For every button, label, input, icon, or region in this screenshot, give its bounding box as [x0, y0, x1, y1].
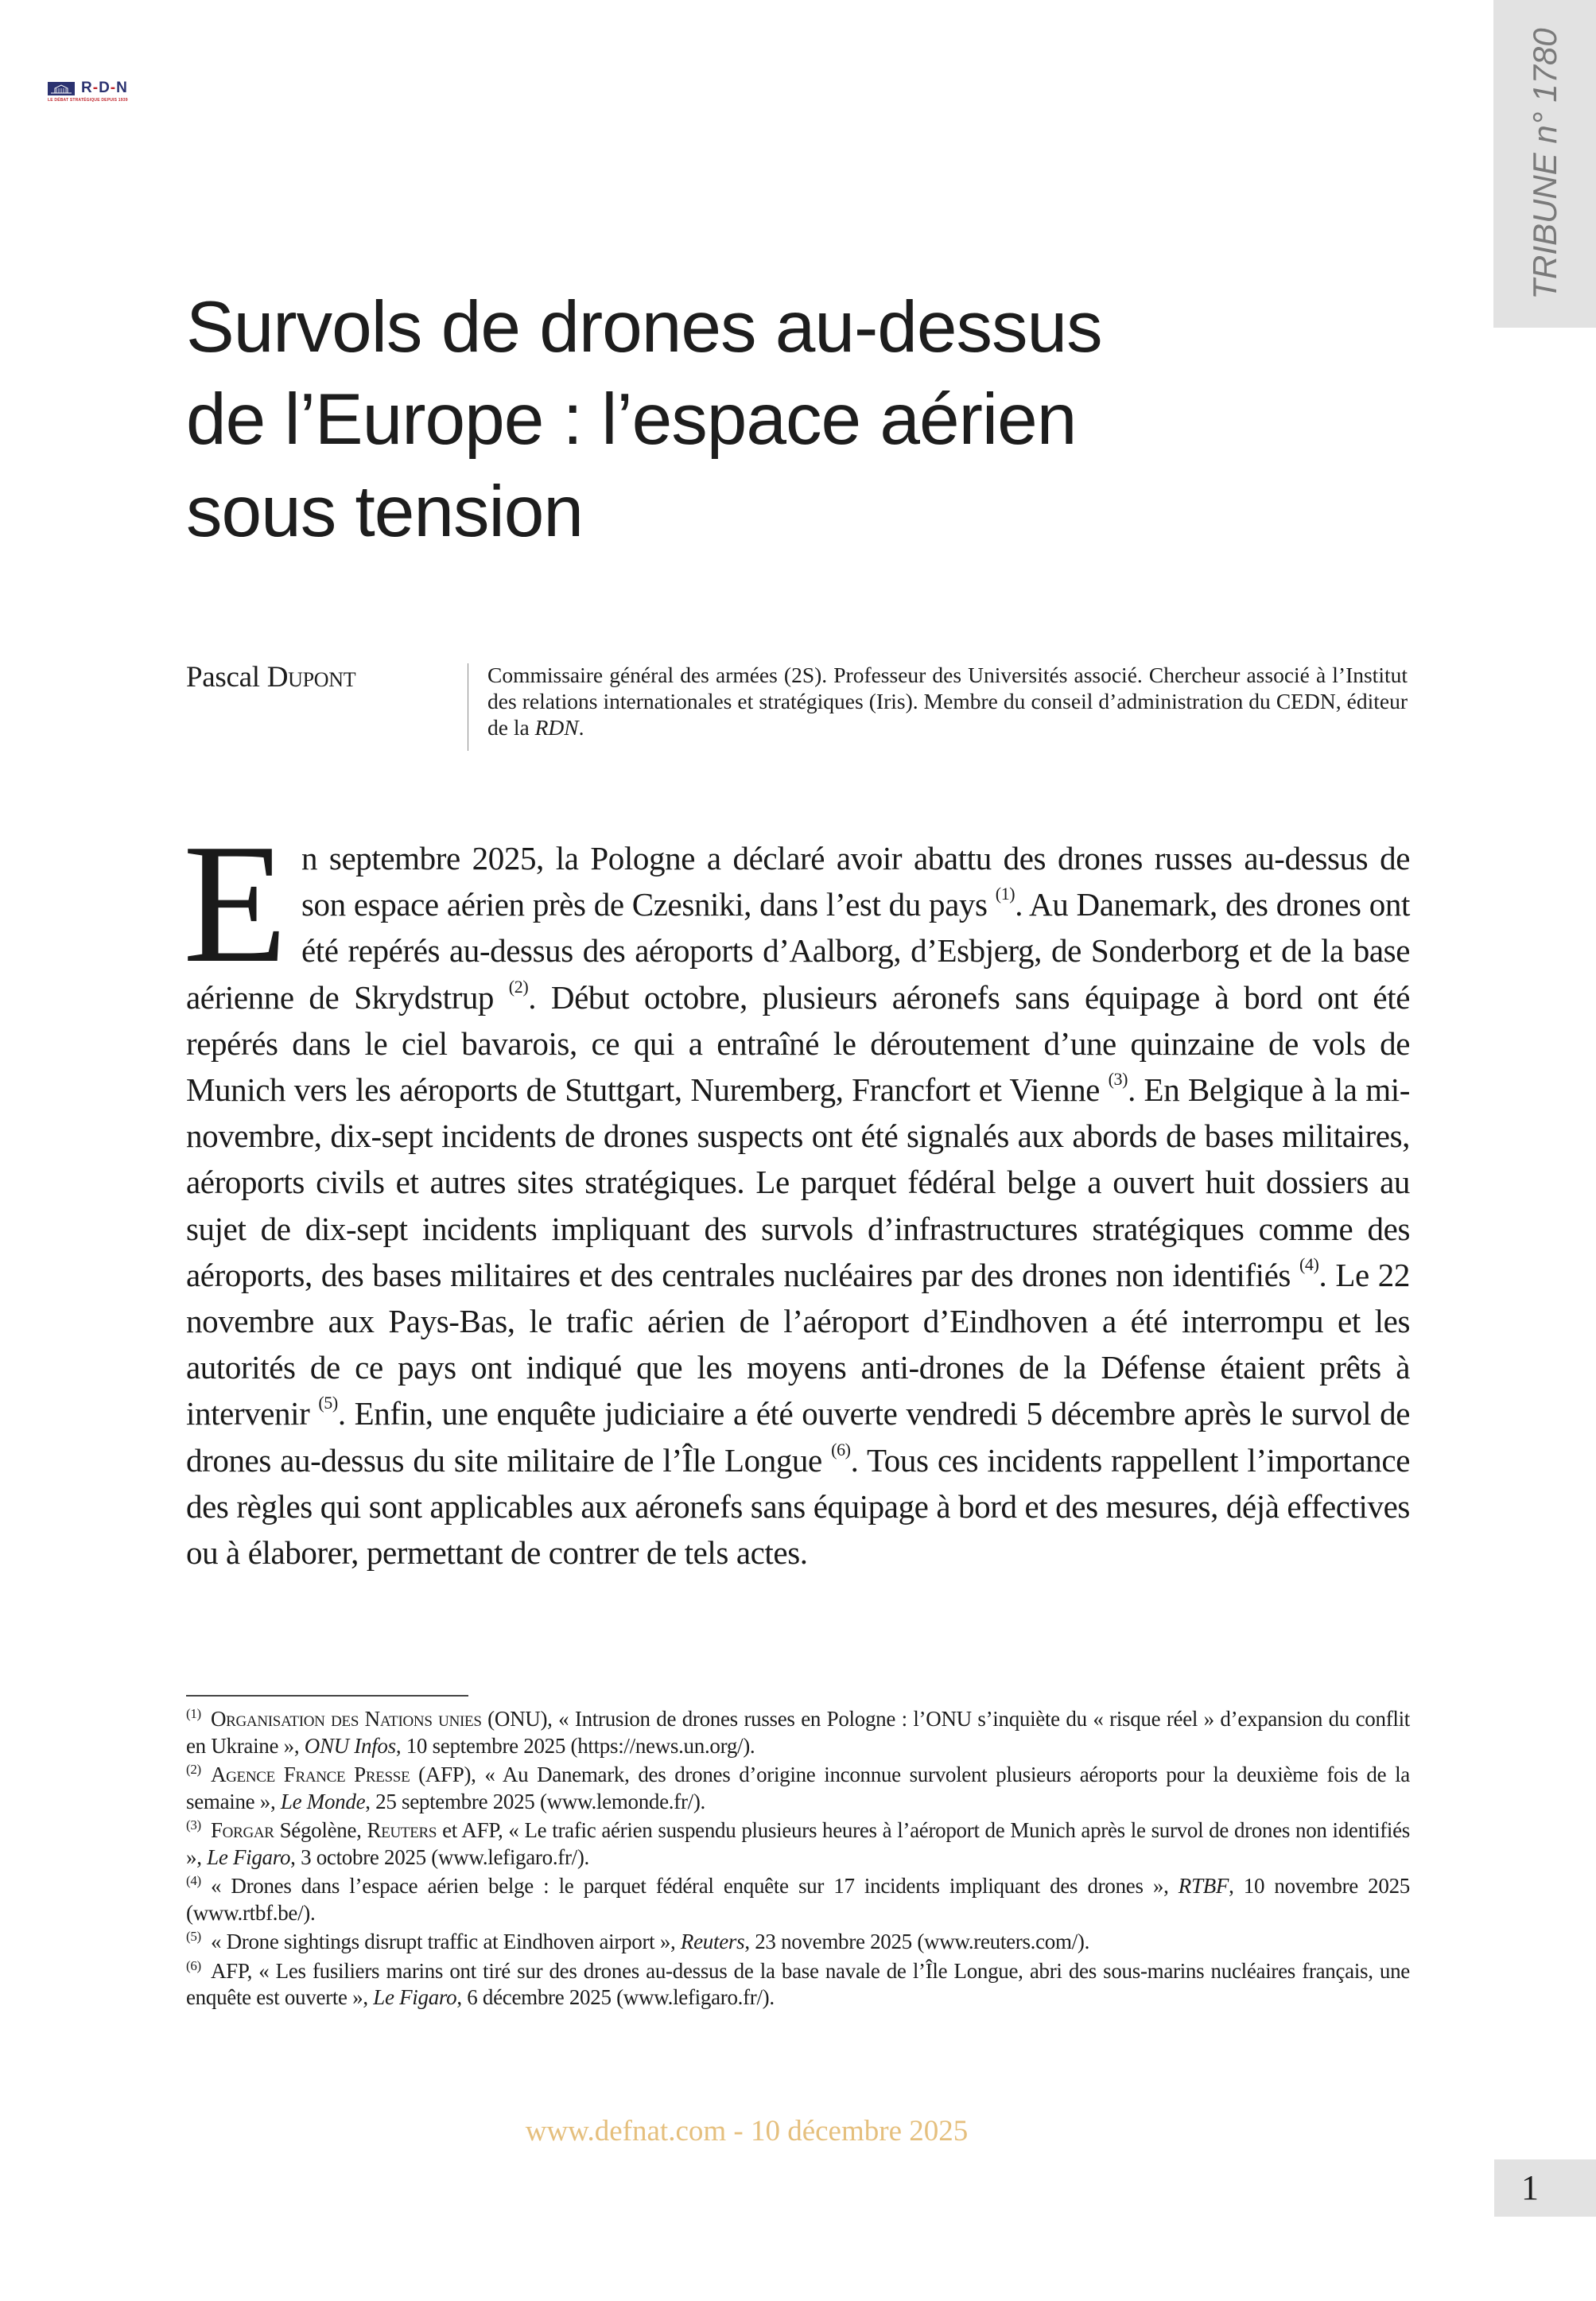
- footnote-text: Organisation des Nations unies: [210, 1707, 482, 1731]
- footnote-number: (3): [186, 1817, 201, 1833]
- paragraph-text: . Début octobre, plusieurs aéronefs sans équipage à bord ont été repérés dans le ciel bavarois, ce qui a entraîné le déroutement d’une quinzaine de vols de Munich vers les aéroports de Stuttgart, Nuremberg, Francfort et Vienne: [186, 978, 1410, 1109]
- source-title: Reuters: [680, 1930, 745, 1953]
- source-title: Le Monde: [280, 1789, 366, 1813]
- drop-cap: E: [183, 808, 287, 998]
- footnote-ref[interactable]: (4): [1299, 1254, 1319, 1274]
- footnote-text: « Drones dans l’espace aérien belge : le parquet fédéral enquête sur 17 incidents impliquant des drones »,: [210, 1874, 1179, 1898]
- footnote-number: (2): [186, 1762, 201, 1777]
- tribune-tab: [1493, 0, 1596, 328]
- footnotes: [186, 1706, 1410, 2014]
- footnote-text: « Drone sightings disrupt traffic at Eindhoven airport »,: [210, 1930, 681, 1953]
- author-bio: Commissaire général des armées (2S). Professeur des Universités associé. Chercheur associé à l’Institut des relations internationales et stratégiques (Iris). Membre du conseil d’administration du CEDN, éditeur de la RDN.: [487, 663, 1408, 740]
- footnote-text: Agence France Presse: [210, 1763, 410, 1786]
- footnote-text: AFP, « Les fusiliers marins ont tiré sur des drones au-dessus de la base navale de l’Île Longue, abri des sous-marins nucléaires français, une enquête est ouverte »,: [186, 1958, 1410, 2009]
- paragraph-text: . En Belgique à la mi-novembre, dix-sept incidents de drones suspects ont été signalés aux abords de bases militaires, aéroports civils et autres sites stratégiques. Le parquet fédéral belge a ouvert huit dossiers au sujet de dix-sept incidents impliquant des survols d’infrastructures stratégiques comme des aéroports, des bases militaires et des centrales nucléaires par des drones non identifiés: [186, 1071, 1410, 1293]
- footnote-ref[interactable]: (3): [1108, 1069, 1128, 1090]
- author-name: Pascal Dupont: [186, 661, 356, 694]
- title-line: de l’Europe : l’espace aérien: [186, 379, 1077, 460]
- footnote-number: (4): [186, 1873, 201, 1888]
- paragraph-text: . Au Danemark, des drones ont été repérés au-dessus des aéroports d’Aalborg, d’Esbjerg, de Sonderborg et de la base aérienne de Skrydstrup: [186, 886, 1410, 1016]
- footnote: [186, 1706, 1410, 1759]
- source-title: Le Figaro: [207, 1844, 291, 1869]
- source-title: ONU Infos: [304, 1733, 396, 1758]
- footnote-text: et AFP, « Le trafic aérien suspendu plusieurs heures à l’aéroport de Munich après le survol de drones non identifiés »,: [186, 1818, 1411, 1869]
- page-number: 1: [1521, 2168, 1539, 2207]
- title-line: Survols de drones au-dessus: [186, 287, 1102, 367]
- footnote-text: , 3 octobre 2025 (www.lefigaro.fr/).: [290, 1844, 589, 1869]
- paragraph-text: n septembre 2025, la Pologne a déclaré avoir abattu des drones russes au-dessus de son espace aérien près de Czesniki, dans l’est du pays: [301, 840, 1410, 923]
- footnote: [186, 1929, 1410, 1956]
- rdn-logo: [48, 81, 143, 107]
- title-line: sous tension: [186, 472, 583, 552]
- source-title: RTBF: [1178, 1874, 1229, 1898]
- footnote-text: , 10 novembre 2025 (www.rtbf.be/).: [186, 1874, 1410, 1925]
- building-icon: [48, 82, 75, 95]
- footnote-ref[interactable]: (6): [831, 1439, 851, 1460]
- footnote-divider: [186, 1695, 468, 1697]
- footnote: [186, 1873, 1410, 1926]
- footnote-text: (ONU), « Intrusion de drones russes en Pologne : l’ONU s’inquiète du « risque réel » d’expansion du conflit en Ukraine »,: [186, 1707, 1410, 1758]
- footnote-text: Forgar: [210, 1818, 274, 1842]
- footnote: [186, 1958, 1410, 2011]
- footnote-number: (5): [186, 1929, 201, 1944]
- footnote-number: (6): [186, 1957, 201, 1973]
- footnote-ref[interactable]: (2): [508, 976, 529, 997]
- footnote-text: , 23 novembre 2025 (www.reuters.com/).: [744, 1930, 1090, 1953]
- paragraph-text: . Le 22 novembre aux Pays-Bas, le trafic aérien de l’aéroport d’Eindhoven a été interrompu et les autorités de ce pays ont indiqué que les moyens anti-drones de la Défense étaient prêts à intervenir: [186, 1256, 1410, 1432]
- footer-url-date[interactable]: www.defnat.com - 10 décembre 2025: [525, 2115, 969, 2147]
- footnote-text: , 25 septembre 2025 (www.lemonde.fr/).: [365, 1789, 705, 1813]
- footnote-text: Reuters: [367, 1818, 437, 1842]
- tribune-number: TRIBUNE n° 1780: [1525, 28, 1563, 300]
- logo-tagline: LE DÉBAT STRATÉGIQUE DEPUIS 1939: [48, 98, 128, 103]
- paragraph-text: . Tous ces incidents rappellent l’importance des règles qui sont applicables aux aéronefs sans équipage à bord et des mesures, déjà effectives ou à élaborer, permettant de contrer de tels actes.: [186, 1441, 1410, 1572]
- footnote: [186, 1817, 1410, 1871]
- page-number-box: [1494, 2159, 1596, 2217]
- article-title: [186, 282, 1339, 558]
- footnote: [186, 1762, 1410, 1815]
- footnote-number: (1): [186, 1706, 201, 1721]
- footnote-ref[interactable]: (1): [995, 884, 1015, 904]
- footnote-text: , 6 décembre 2025 (www.lefigaro.fr/).: [456, 1985, 775, 2009]
- logo-wordmark: R-D-N: [81, 80, 128, 96]
- footnote-text: , 10 septembre 2025 (https://news.un.org/).: [395, 1733, 755, 1758]
- footnote-text: Ségolène,: [274, 1818, 367, 1842]
- article-body: [183, 808, 1410, 1576]
- paragraph-text: . Enfin, une enquête judiciaire a été ouverte vendredi 5 décembre après le survol de drones au-dessus du site militaire de l’Île Longue: [186, 1395, 1410, 1479]
- footnote-ref[interactable]: (5): [318, 1393, 338, 1413]
- paragraph: [186, 840, 1410, 1571]
- source-title: Le Figaro: [373, 1985, 457, 2009]
- footnote-text: (AFP), « Au Danemark, des drones d’origine inconnue survolent plusieurs aéroports pour la deuxième fois de la semaine »,: [186, 1763, 1410, 1813]
